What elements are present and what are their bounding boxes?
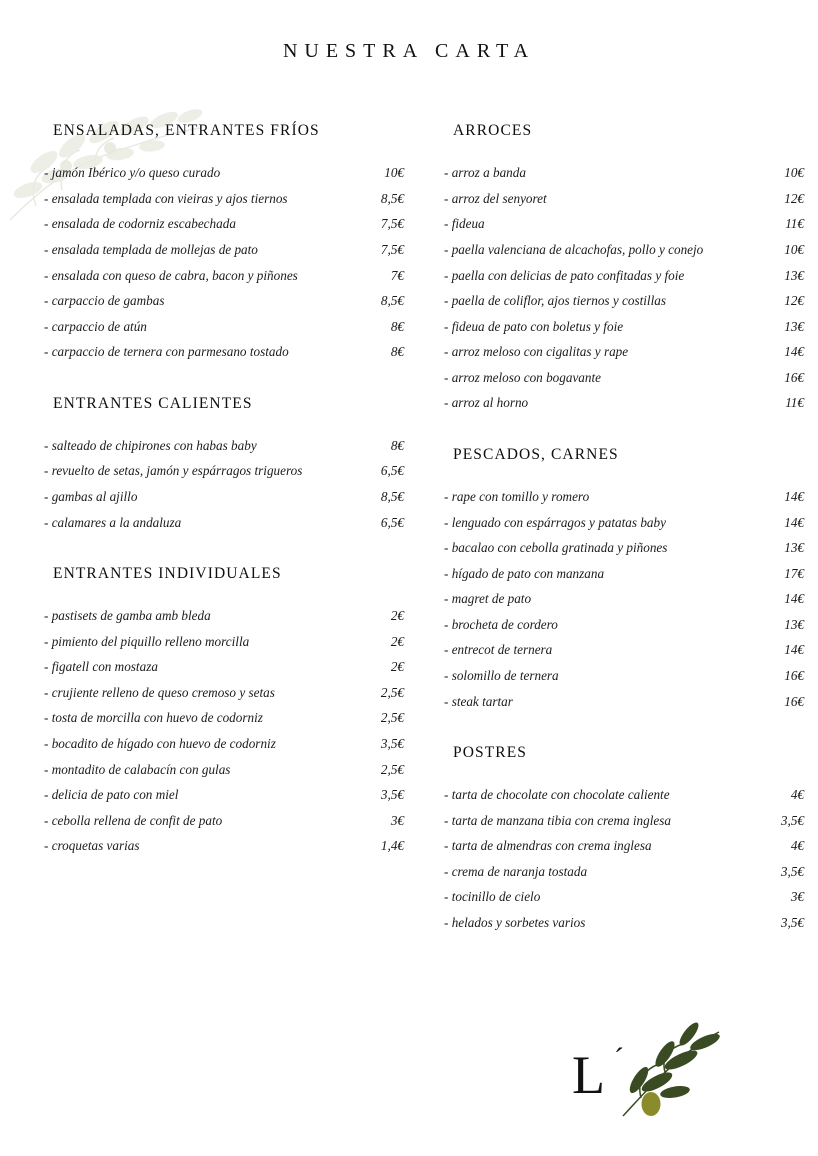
menu-item-price: 3,5€ bbox=[380, 736, 404, 752]
menu-item-price: 6,5€ bbox=[380, 514, 404, 530]
menu-item-price: 2,5€ bbox=[380, 684, 404, 700]
section-postres bbox=[444, 744, 804, 935]
section-entrantes-calientes bbox=[44, 395, 404, 535]
menu-item bbox=[444, 262, 804, 288]
menu-item-name: - paella valenciana de alcachofas, pollo y conejo bbox=[444, 241, 704, 257]
menu-item bbox=[44, 705, 404, 731]
page-title: NUESTRA CARTA bbox=[282, 40, 536, 62]
menu-item bbox=[44, 186, 404, 212]
menu-item bbox=[444, 586, 804, 612]
menu-item-name: - ensalada de codorniz escabechada bbox=[44, 216, 236, 232]
menu-item bbox=[444, 509, 804, 535]
menu-item-price: 2,5€ bbox=[380, 710, 404, 726]
menu-item-price: 14€ bbox=[784, 344, 804, 360]
menu-item-price: 4€ bbox=[790, 787, 804, 803]
menu-item-name: - figatell con mostaza bbox=[44, 659, 158, 675]
menu-item-list bbox=[444, 160, 804, 416]
menu-item-price: 3,5€ bbox=[780, 812, 804, 828]
menu-item bbox=[44, 288, 404, 314]
menu-item-name: - carpaccio de ternera con parmesano tostado bbox=[44, 344, 289, 360]
menu-item-name: - delicia de pato con miel bbox=[44, 787, 179, 803]
menu-item-price: 10€ bbox=[784, 165, 804, 181]
olive-fruit-icon bbox=[642, 1092, 661, 1116]
menu-item bbox=[44, 680, 404, 706]
menu-item-name: - arroz meloso con bogavante bbox=[444, 369, 602, 385]
menu-item bbox=[444, 637, 804, 663]
menu-item bbox=[444, 237, 804, 263]
section-pescados-carnes bbox=[444, 446, 804, 714]
menu-item-name: - arroz al horno bbox=[444, 395, 529, 411]
menu-item-name: - montadito de calabacín con gulas bbox=[44, 761, 231, 777]
menu-item-price: 7€ bbox=[390, 267, 404, 283]
menu-item-price: 8,5€ bbox=[380, 190, 404, 206]
menu-item-price: 4€ bbox=[790, 838, 804, 854]
menu-item bbox=[444, 484, 804, 510]
menu-item-name: - gambas al ajillo bbox=[44, 488, 138, 504]
menu-item-price: 13€ bbox=[784, 540, 804, 556]
menu-item-price: 3,5€ bbox=[380, 787, 404, 803]
menu-item bbox=[444, 688, 804, 714]
menu-item bbox=[444, 910, 804, 936]
menu-item-name: - tarta de chocolate con chocolate caliente bbox=[444, 787, 670, 803]
menu-item bbox=[44, 603, 404, 629]
menu-item-name: - croquetas varias bbox=[44, 838, 140, 854]
menu-item bbox=[444, 211, 804, 237]
menu-item-name: - tarta de manzana tibia con crema inglesa bbox=[444, 812, 671, 828]
menu-item-name: - steak tartar bbox=[444, 693, 513, 709]
menu-item bbox=[44, 237, 404, 263]
menu-item-price: 3€ bbox=[790, 889, 804, 905]
section-heading: ENTRANTES INDIVIDUALES bbox=[53, 564, 282, 582]
menu-item-name: - fideua de pato con boletus y foie bbox=[444, 318, 624, 334]
menu-item-price: 12€ bbox=[784, 190, 804, 206]
menu-item-price: 12€ bbox=[784, 293, 804, 309]
menu-item-price: 14€ bbox=[784, 591, 804, 607]
menu-item-name: - tarta de almendras con crema inglesa bbox=[444, 838, 652, 854]
menu-item-price: 8€ bbox=[390, 344, 404, 360]
menu-item-price: 14€ bbox=[784, 642, 804, 658]
menu-item-name: - magret de pato bbox=[444, 591, 532, 607]
menu-item-price: 8,5€ bbox=[380, 488, 404, 504]
menu-item bbox=[44, 782, 404, 808]
menu-item-price: 3,5€ bbox=[780, 915, 804, 931]
menu-item-name: - ensalada templada con vieiras y ajos tiernos bbox=[44, 190, 288, 206]
menu-item-price: 16€ bbox=[784, 693, 804, 709]
menu-item-price: 1,4€ bbox=[380, 838, 404, 854]
menu-item bbox=[44, 484, 404, 510]
menu-item bbox=[44, 509, 404, 535]
menu-item-price: 11€ bbox=[785, 395, 804, 411]
menu-item bbox=[44, 339, 404, 365]
section-heading: POSTRES bbox=[453, 743, 528, 761]
restaurant-logo bbox=[572, 1010, 722, 1120]
menu-item bbox=[44, 808, 404, 834]
left-column bbox=[44, 122, 404, 863]
menu-item-name: - paella con delicias de pato confitadas y foie bbox=[444, 267, 685, 283]
menu-item-price: 2€ bbox=[390, 633, 404, 649]
menu-item-name: - ensalada con queso de cabra, bacon y piñones bbox=[44, 267, 298, 283]
menu-item-name: - cebolla rellena de confit de pato bbox=[44, 812, 223, 828]
menu-item bbox=[444, 884, 804, 910]
menu-item-name: - entrecot de ternera bbox=[444, 642, 553, 658]
menu-item bbox=[444, 390, 804, 416]
menu-item bbox=[444, 808, 804, 834]
menu-item-name: - jamón Ibérico y/o queso curado bbox=[44, 165, 221, 181]
menu-item-price: 3€ bbox=[390, 812, 404, 828]
logo-letter: L bbox=[572, 1045, 605, 1105]
menu-item bbox=[44, 211, 404, 237]
menu-item-price: 2€ bbox=[390, 659, 404, 675]
right-column bbox=[444, 122, 804, 939]
section-heading: ENTRANTES CALIENTES bbox=[53, 394, 253, 412]
menu-item bbox=[44, 433, 404, 459]
menu-item bbox=[44, 654, 404, 680]
menu-item-name: - brocheta de cordero bbox=[444, 616, 558, 632]
section-heading: PESCADOS, CARNES bbox=[453, 445, 619, 463]
menu-item-name: - pimiento del piquillo relleno morcilla bbox=[44, 633, 250, 649]
menu-item bbox=[444, 782, 804, 808]
menu-item-name: - helados y sorbetes varios bbox=[444, 915, 586, 931]
menu-item-price: 7,5€ bbox=[380, 216, 404, 232]
section-ensaladas-entrantes-frios bbox=[44, 122, 404, 365]
menu-item-price: 2,5€ bbox=[380, 761, 404, 777]
menu-item-price: 14€ bbox=[784, 488, 804, 504]
menu-item-price: 8,5€ bbox=[380, 293, 404, 309]
menu-item-name: - paella de coliflor, ajos tiernos y costillas bbox=[444, 293, 666, 309]
menu-item-name: - arroz meloso con cigalitas y rape bbox=[444, 344, 629, 360]
menu-item-name: - carpaccio de atún bbox=[44, 318, 147, 334]
section-heading: ARROCES bbox=[453, 122, 533, 139]
menu-item-list bbox=[444, 484, 804, 714]
menu-item-list bbox=[44, 160, 404, 365]
menu-item-price: 13€ bbox=[784, 616, 804, 632]
menu-item-list bbox=[444, 782, 804, 935]
menu-item-price: 17€ bbox=[784, 565, 804, 581]
menu-item-list bbox=[44, 603, 404, 859]
menu-item-price: 16€ bbox=[784, 369, 804, 385]
menu-item bbox=[44, 160, 404, 186]
menu-item-name: - pastisets de gamba amb bleda bbox=[44, 608, 211, 624]
menu-item-price: 8€ bbox=[390, 437, 404, 453]
menu-item bbox=[444, 535, 804, 561]
menu-item-name: - crema de naranja tostada bbox=[444, 863, 588, 879]
menu-item-name: - arroz a banda bbox=[444, 165, 526, 181]
section-entrantes-individuales bbox=[44, 565, 404, 859]
menu-item-price: 3,5€ bbox=[780, 863, 804, 879]
menu-item bbox=[444, 365, 804, 391]
menu-item-price: 13€ bbox=[784, 318, 804, 334]
menu-item-price: 14€ bbox=[784, 514, 804, 530]
menu-item bbox=[44, 629, 404, 655]
menu-item-name: - tocinillo de cielo bbox=[444, 889, 541, 905]
menu-item bbox=[444, 612, 804, 638]
section-arroces bbox=[444, 122, 804, 416]
menu-item-name: - solomillo de ternera bbox=[444, 668, 559, 684]
menu-item-name: - rape con tomillo y romero bbox=[444, 488, 590, 504]
menu-item-price: 8€ bbox=[390, 318, 404, 334]
menu-item bbox=[444, 313, 804, 339]
menu-item-name: - bacalao con cebolla gratinada y piñones bbox=[444, 540, 668, 556]
menu-item-name: - bocadito de hígado con huevo de codorniz bbox=[44, 736, 276, 752]
logo-accent-mark: ´ bbox=[614, 1042, 624, 1075]
menu-item bbox=[444, 859, 804, 885]
menu-item-name: - carpaccio de gambas bbox=[44, 293, 165, 309]
menu-item-price: 10€ bbox=[784, 241, 804, 257]
menu-item-price: 7,5€ bbox=[380, 241, 404, 257]
menu-item bbox=[44, 731, 404, 757]
menu-item-name: - hígado de pato con manzana bbox=[444, 565, 605, 581]
menu-item bbox=[44, 262, 404, 288]
menu-item-name: - lenguado con espárragos y patatas baby bbox=[444, 514, 666, 530]
menu-item bbox=[444, 186, 804, 212]
menu-item-name: - tosta de morcilla con huevo de codorniz bbox=[44, 710, 263, 726]
menu-item-name: - revuelto de setas, jamón y espárragos trigueros bbox=[44, 463, 303, 479]
menu-item bbox=[444, 663, 804, 689]
menu-item-name: - fideua bbox=[444, 216, 485, 232]
menu-item bbox=[444, 160, 804, 186]
menu-item-price: 6,5€ bbox=[380, 463, 404, 479]
menu-item-name: - crujiente relleno de queso cremoso y setas bbox=[44, 684, 275, 700]
menu-item-name: - calamares a la andaluza bbox=[44, 514, 182, 530]
menu-item-list bbox=[44, 433, 404, 535]
menu-item-name: - salteado de chipirones con habas baby bbox=[44, 437, 257, 453]
menu-item-name: - ensalada templada de mollejas de pato bbox=[44, 241, 258, 257]
olive-branch-logo-icon bbox=[617, 1020, 722, 1120]
menu-item bbox=[44, 313, 404, 339]
menu-item bbox=[444, 833, 804, 859]
menu-item-price: 2€ bbox=[390, 608, 404, 624]
menu-item-price: 11€ bbox=[785, 216, 804, 232]
menu-item bbox=[444, 288, 804, 314]
menu-item bbox=[444, 561, 804, 587]
section-heading: ENSALADAS, ENTRANTES FRÍOS bbox=[53, 122, 320, 139]
menu-item bbox=[44, 833, 404, 859]
menu-item-name: - arroz del senyoret bbox=[444, 190, 547, 206]
menu-item bbox=[44, 458, 404, 484]
menu-item-price: 16€ bbox=[784, 668, 804, 684]
menu-item-price: 13€ bbox=[784, 267, 804, 283]
menu-item-price: 10€ bbox=[384, 165, 404, 181]
menu-item bbox=[444, 339, 804, 365]
menu-item bbox=[44, 756, 404, 782]
